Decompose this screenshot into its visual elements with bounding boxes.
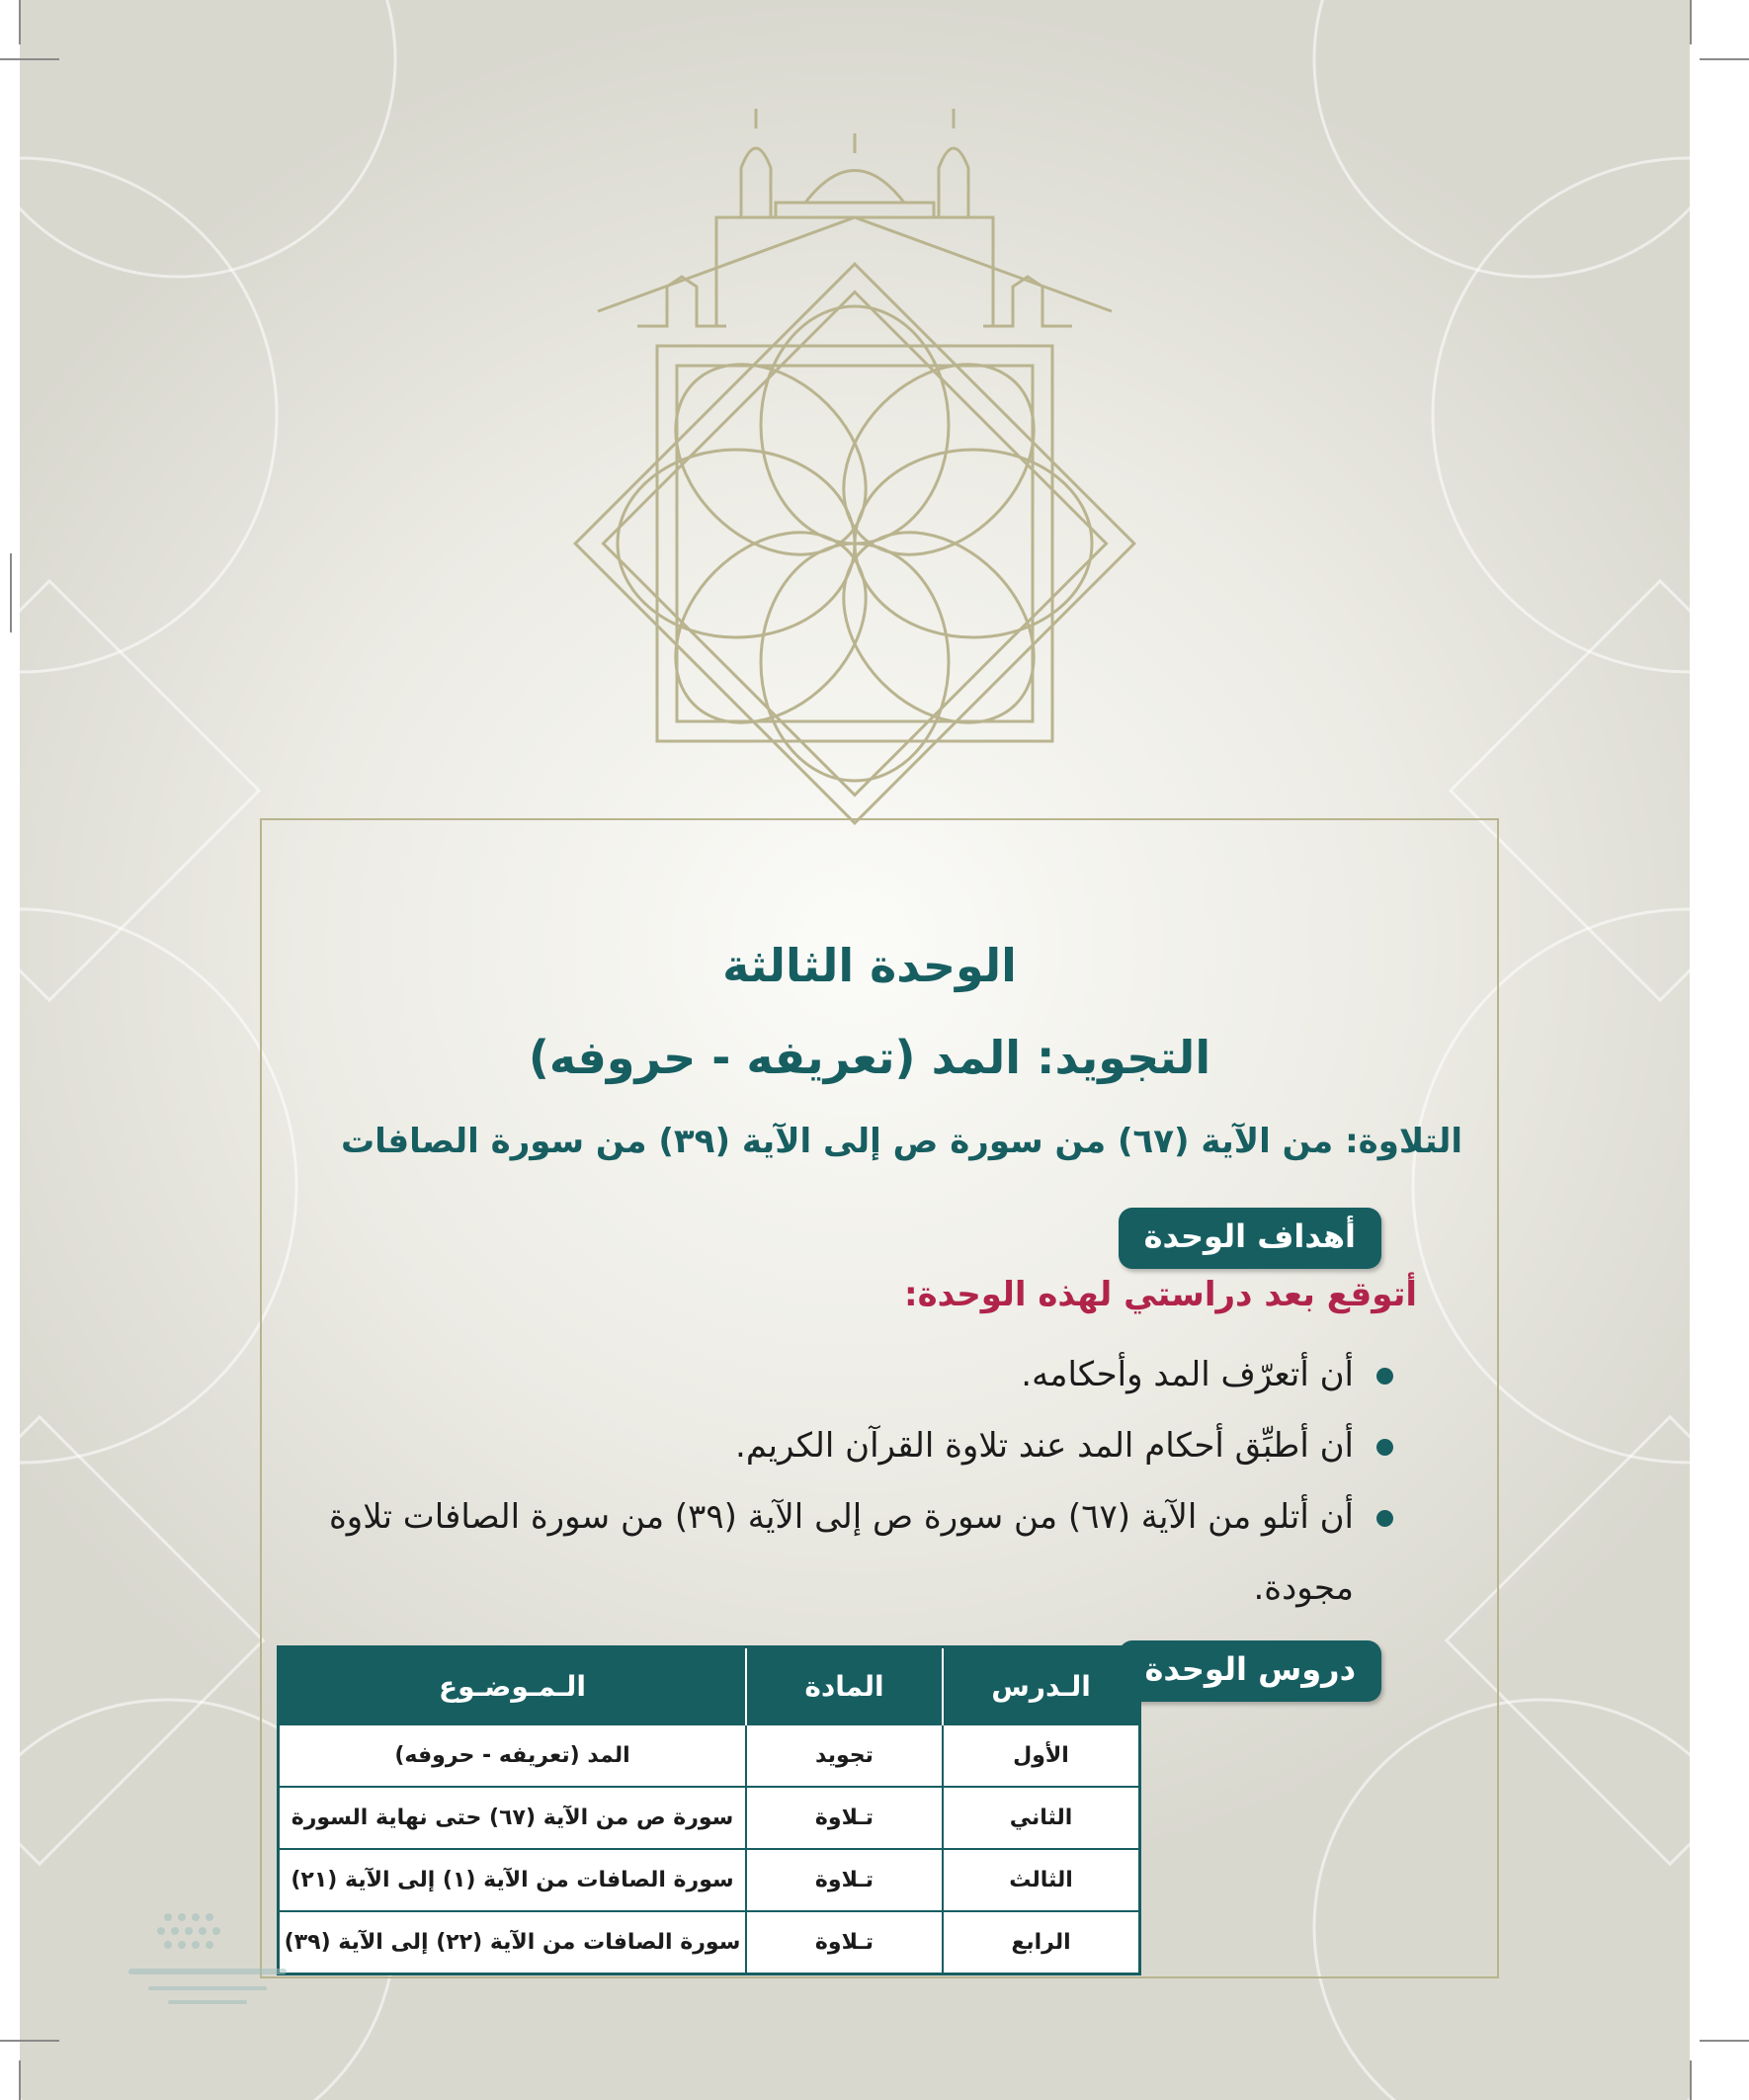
page bbox=[20, 0, 1690, 2100]
column-header-lesson: الـدرس bbox=[943, 1647, 1140, 1725]
crop-mark bbox=[19, 2060, 21, 2100]
goal-text: أن أتلو من الآية (٦٧) من سورة ص إلى الآية (٣٩) من سورة الصافات تلاوة مجودة. bbox=[328, 1497, 1354, 1608]
goals-intro: أتوقع بعد دراستي لهذه الوحدة: bbox=[903, 1275, 1417, 1314]
crop-mark bbox=[1700, 58, 1749, 60]
table-row bbox=[279, 1911, 1140, 1974]
crop-mark bbox=[1690, 2060, 1692, 2100]
subject-cell: تجويد bbox=[746, 1724, 943, 1787]
unit-subtitle: التجويد: المد (تعريفه - حروفه) bbox=[528, 1031, 1211, 1084]
topic-cell: المد (تعريفه - حروفه) bbox=[279, 1724, 747, 1787]
crop-mark bbox=[1700, 2040, 1749, 2042]
crop-mark bbox=[1690, 0, 1692, 44]
goals-header: أهداف الوحدة bbox=[1119, 1208, 1381, 1269]
topic-cell: سورة الصافات من الآية (١) إلى الآية (٢١) bbox=[279, 1849, 747, 1911]
bullet-icon bbox=[1376, 1510, 1393, 1527]
crop-mark bbox=[0, 2040, 59, 2042]
table-row bbox=[279, 1849, 1140, 1911]
subject-cell: تـلاوة bbox=[746, 1849, 943, 1911]
list-item bbox=[257, 1481, 1393, 1624]
goal-text: أن أتعرّف المد وأحكامه. bbox=[1021, 1355, 1354, 1394]
unit-title: الوحدة الثالثة bbox=[722, 939, 1017, 992]
crop-mark bbox=[0, 58, 59, 60]
subject-cell: تـلاوة bbox=[746, 1787, 943, 1849]
goal-text: أن أطبِّق أحكام المد عند تلاوة القرآن الكريم. bbox=[735, 1426, 1354, 1466]
list-item bbox=[257, 1410, 1393, 1481]
bullet-icon bbox=[1376, 1439, 1393, 1456]
table-row bbox=[279, 1724, 1140, 1787]
lessons-header: دروس الوحدة bbox=[1119, 1640, 1381, 1702]
goals-list bbox=[257, 1339, 1393, 1624]
list-item bbox=[257, 1339, 1393, 1410]
crop-mark bbox=[19, 0, 21, 44]
subject-cell: تـلاوة bbox=[746, 1911, 943, 1974]
bullet-icon bbox=[1376, 1368, 1393, 1385]
crop-mark bbox=[10, 553, 12, 632]
column-header-subject: المادة bbox=[746, 1647, 943, 1725]
topic-cell: سورة الصافات من الآية (٢٢) إلى الآية (٣٩) bbox=[279, 1911, 747, 1974]
lesson-cell: الرابع bbox=[943, 1911, 1140, 1974]
column-header-topic: الـمـوضـوع bbox=[279, 1647, 747, 1725]
lesson-cell: الثالث bbox=[943, 1849, 1140, 1911]
lesson-cell: الأول bbox=[943, 1724, 1140, 1787]
lesson-cell: الثاني bbox=[943, 1787, 1140, 1849]
mosque-ornament-icon bbox=[519, 99, 1191, 909]
table-header-row bbox=[279, 1647, 1140, 1725]
topic-cell: سورة ص من الآية (٦٧) حتى نهاية السورة bbox=[279, 1787, 747, 1849]
recitation-line: التلاوة: من الآية (٦٧) من سورة ص إلى الآية (٣٩) من سورة الصافات bbox=[340, 1122, 1462, 1161]
lessons-table bbox=[277, 1645, 1141, 1975]
table-row bbox=[279, 1787, 1140, 1849]
ministry-logo-icon bbox=[99, 1897, 316, 2026]
